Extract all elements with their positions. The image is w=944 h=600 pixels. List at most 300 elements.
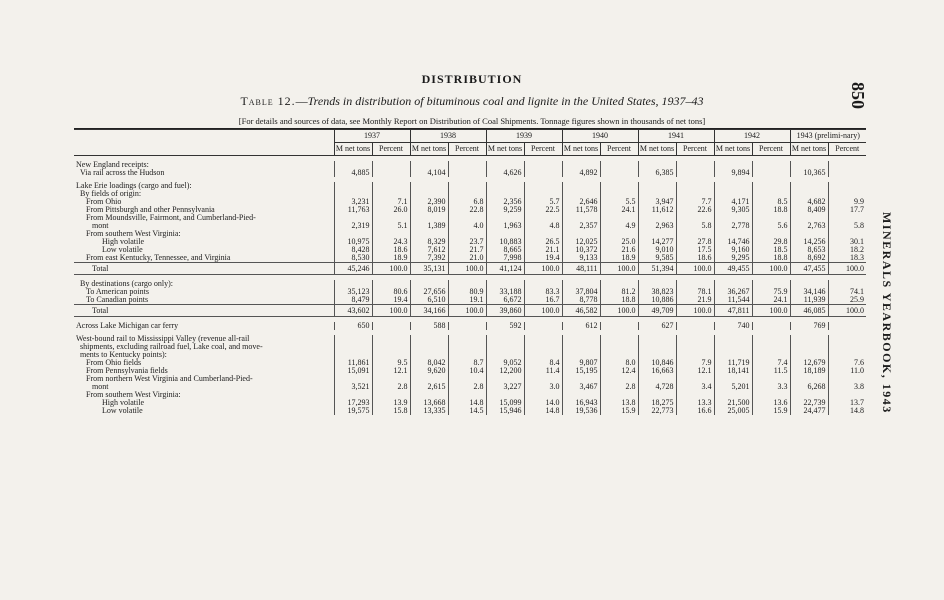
percent-cell <box>524 335 562 343</box>
tons-cell: 17,293 <box>334 399 372 407</box>
percent-cell <box>676 322 714 330</box>
percent-cell: 15.9 <box>752 407 790 415</box>
percent-cell <box>600 190 638 198</box>
percent-cell <box>600 343 638 351</box>
percent-cell <box>524 190 562 198</box>
tons-cell <box>334 335 372 343</box>
row-label: shipments, excluding railroad fuel, Lake coal, and move- <box>80 343 263 351</box>
percent-cell <box>372 214 410 222</box>
percent-cell: 19.1 <box>448 296 486 305</box>
percent-cell: 18.6 <box>676 254 714 263</box>
tons-cell: 2,319 <box>334 222 372 230</box>
row-label: To Canadian points <box>86 296 149 304</box>
tons-cell <box>486 351 524 359</box>
stub-header <box>74 130 334 156</box>
percent-cell: 15.9 <box>600 407 638 415</box>
table-row <box>74 359 866 367</box>
percent-cell <box>600 182 638 190</box>
table-row <box>74 238 866 246</box>
tons-cell <box>638 161 676 169</box>
percent-cell: 18.8 <box>752 206 790 214</box>
tons-cell <box>562 280 600 288</box>
tons-cell: 49,455 <box>714 263 752 275</box>
tons-cell <box>790 161 828 169</box>
tons-cell: 5,201 <box>714 383 752 391</box>
tons-cell <box>334 230 372 238</box>
tons-cell: 22,773 <box>638 407 676 415</box>
year-header: 1938 <box>410 130 486 143</box>
tons-cell: 15,946 <box>486 407 524 415</box>
unit-header: M net tons <box>562 143 600 156</box>
unit-header: Percent <box>600 143 638 156</box>
percent-cell <box>600 280 638 288</box>
percent-cell: 100.0 <box>524 305 562 317</box>
percent-cell: 2.8 <box>372 383 410 391</box>
tons-cell: 769 <box>790 322 828 330</box>
row-label: Low volatile <box>102 407 143 415</box>
tons-cell: 8,778 <box>562 296 600 305</box>
tons-cell <box>638 343 676 351</box>
tons-cell: 3,467 <box>562 383 600 391</box>
row-label: Across Lake Michigan car ferry <box>76 322 179 330</box>
tons-cell: 11,719 <box>714 359 752 367</box>
table-title-text: Trends in distribution of bituminous coal and lignite in the United States, 1937–43 <box>307 94 704 108</box>
percent-cell <box>600 230 638 238</box>
tons-cell: 49,709 <box>638 305 676 317</box>
tons-cell: 15,091 <box>334 367 372 375</box>
row-label: Total <box>74 305 334 317</box>
tons-cell <box>790 343 828 351</box>
percent-cell: 14.8 <box>828 407 866 415</box>
tons-cell: 9,305 <box>714 206 752 214</box>
tons-cell <box>334 190 372 198</box>
tons-cell: 4,885 <box>334 169 372 177</box>
percent-cell <box>372 375 410 383</box>
tons-cell: 9,133 <box>562 254 600 263</box>
table-header <box>74 130 866 156</box>
percent-cell: 7.1 <box>372 198 410 206</box>
percent-cell: 3.3 <box>752 383 790 391</box>
percent-cell <box>524 375 562 383</box>
tons-cell <box>410 375 448 383</box>
table-row <box>74 190 866 198</box>
percent-cell: 11.0 <box>828 367 866 375</box>
table-row <box>74 230 866 238</box>
tons-cell: 10,883 <box>486 238 524 246</box>
percent-cell <box>524 182 562 190</box>
percent-cell: 17.5 <box>676 246 714 254</box>
table-row <box>74 222 866 230</box>
tons-cell: 41,124 <box>486 263 524 275</box>
tons-cell: 3,231 <box>334 198 372 206</box>
percent-cell <box>828 335 866 343</box>
table-row <box>74 367 866 375</box>
percent-cell: 80.6 <box>372 288 410 296</box>
percent-cell: 16.7 <box>524 296 562 305</box>
percent-cell <box>448 335 486 343</box>
tons-cell <box>334 182 372 190</box>
percent-cell <box>600 214 638 222</box>
percent-cell <box>828 375 866 383</box>
table-row <box>74 214 866 222</box>
tons-cell <box>486 335 524 343</box>
tons-cell: 39,860 <box>486 305 524 317</box>
percent-cell: 100.0 <box>752 263 790 275</box>
percent-cell <box>828 182 866 190</box>
tons-cell: 2,390 <box>410 198 448 206</box>
percent-cell: 100.0 <box>372 263 410 275</box>
percent-cell <box>372 161 410 169</box>
tons-cell <box>714 375 752 383</box>
row-label: High volatile <box>102 399 144 407</box>
tons-cell: 35,131 <box>410 263 448 275</box>
table-row <box>74 296 866 305</box>
tons-cell: 11,861 <box>334 359 372 367</box>
tons-cell: 588 <box>410 322 448 330</box>
tons-cell <box>790 190 828 198</box>
percent-cell: 13.7 <box>828 399 866 407</box>
tons-cell: 16,663 <box>638 367 676 375</box>
percent-cell: 80.9 <box>448 288 486 296</box>
tons-cell: 22,739 <box>790 399 828 407</box>
percent-cell <box>752 214 790 222</box>
percent-cell: 8.4 <box>524 359 562 367</box>
tons-cell: 9,620 <box>410 367 448 375</box>
percent-cell: 19.4 <box>524 254 562 263</box>
percent-cell: 9.9 <box>828 198 866 206</box>
percent-cell <box>676 343 714 351</box>
percent-cell <box>524 280 562 288</box>
tons-cell: 11,612 <box>638 206 676 214</box>
percent-cell: 75.9 <box>752 288 790 296</box>
tons-cell <box>714 230 752 238</box>
tons-cell: 8,479 <box>334 296 372 305</box>
tons-cell <box>486 280 524 288</box>
percent-cell: 18.2 <box>828 246 866 254</box>
tons-cell: 3,521 <box>334 383 372 391</box>
tons-cell <box>714 391 752 399</box>
percent-cell <box>600 391 638 399</box>
percent-cell <box>600 375 638 383</box>
percent-cell <box>676 169 714 177</box>
tons-cell: 14,256 <box>790 238 828 246</box>
tons-cell: 4,728 <box>638 383 676 391</box>
percent-cell <box>752 322 790 330</box>
percent-cell: 100.0 <box>372 305 410 317</box>
unit-header: Percent <box>676 143 714 156</box>
tons-cell <box>562 351 600 359</box>
percent-cell: 19.4 <box>372 296 410 305</box>
tons-cell <box>334 280 372 288</box>
percent-cell <box>372 182 410 190</box>
percent-cell: 8.0 <box>600 359 638 367</box>
percent-cell: 11.4 <box>524 367 562 375</box>
tons-cell: 9,585 <box>638 254 676 263</box>
tons-cell: 9,052 <box>486 359 524 367</box>
tons-cell: 11,544 <box>714 296 752 305</box>
row-label: From northern West Virginia and Cumberland-Pied- <box>86 375 253 383</box>
tons-cell <box>410 230 448 238</box>
tons-cell <box>410 391 448 399</box>
tons-cell: 11,939 <box>790 296 828 305</box>
percent-cell: 100.0 <box>676 305 714 317</box>
percent-cell <box>676 375 714 383</box>
tons-cell: 7,392 <box>410 254 448 263</box>
tons-cell <box>790 351 828 359</box>
tons-cell: 592 <box>486 322 524 330</box>
table-row <box>74 161 866 169</box>
unit-header: M net tons <box>790 143 828 156</box>
tons-cell <box>562 182 600 190</box>
percent-cell <box>448 375 486 383</box>
year-header: 1942 <box>714 130 790 143</box>
row-label: ments to Kentucky points): <box>80 351 167 359</box>
percent-cell <box>752 335 790 343</box>
percent-cell <box>372 230 410 238</box>
tons-cell: 8,329 <box>410 238 448 246</box>
percent-cell: 23.7 <box>448 238 486 246</box>
page-number: 850 <box>848 82 868 109</box>
unit-header: Percent <box>448 143 486 156</box>
tons-cell: 2,356 <box>486 198 524 206</box>
tons-cell <box>562 161 600 169</box>
percent-cell: 14.8 <box>524 407 562 415</box>
tons-cell: 2,778 <box>714 222 752 230</box>
table-row <box>74 169 866 177</box>
table-row <box>74 198 866 206</box>
percent-cell: 5.8 <box>676 222 714 230</box>
unit-header: Percent <box>524 143 562 156</box>
table-row <box>74 206 866 214</box>
percent-cell <box>600 322 638 330</box>
tons-cell <box>410 161 448 169</box>
percent-cell: 21.7 <box>448 246 486 254</box>
percent-cell <box>828 351 866 359</box>
percent-cell <box>372 280 410 288</box>
percent-cell: 18.5 <box>752 246 790 254</box>
tons-cell <box>334 214 372 222</box>
year-header: 1943 (prelimi-nary) <box>790 130 866 143</box>
percent-cell: 4.9 <box>600 222 638 230</box>
tons-cell: 11,578 <box>562 206 600 214</box>
percent-cell: 13.6 <box>752 399 790 407</box>
percent-cell <box>448 190 486 198</box>
tons-cell: 10,886 <box>638 296 676 305</box>
percent-cell <box>448 280 486 288</box>
year-header: 1939 <box>486 130 562 143</box>
percent-cell: 24.1 <box>752 296 790 305</box>
percent-cell: 24.3 <box>372 238 410 246</box>
percent-cell: 17.7 <box>828 206 866 214</box>
tons-cell <box>486 161 524 169</box>
percent-cell <box>676 182 714 190</box>
tons-cell <box>714 280 752 288</box>
tons-cell <box>410 182 448 190</box>
tons-cell <box>562 335 600 343</box>
percent-cell: 5.8 <box>828 222 866 230</box>
tons-cell: 45,246 <box>334 263 372 275</box>
percent-cell <box>600 161 638 169</box>
unit-header: M net tons <box>638 143 676 156</box>
table-row <box>74 383 866 391</box>
tons-cell: 1,389 <box>410 222 448 230</box>
percent-cell <box>752 182 790 190</box>
tons-cell: 4,626 <box>486 169 524 177</box>
table-row <box>74 407 866 415</box>
percent-cell: 100.0 <box>600 305 638 317</box>
tons-cell <box>638 190 676 198</box>
row-label: To American points <box>86 288 149 296</box>
percent-cell: 5.6 <box>752 222 790 230</box>
percent-cell: 24.1 <box>600 206 638 214</box>
row-label: New England receipts: <box>76 161 149 169</box>
tons-cell <box>638 351 676 359</box>
percent-cell <box>524 343 562 351</box>
percent-cell: 18.3 <box>828 254 866 263</box>
percent-cell <box>372 391 410 399</box>
tons-cell: 650 <box>334 322 372 330</box>
tons-cell: 1,963 <box>486 222 524 230</box>
percent-cell: 21.9 <box>676 296 714 305</box>
percent-cell: 26.0 <box>372 206 410 214</box>
percent-cell <box>524 322 562 330</box>
tons-cell: 38,823 <box>638 288 676 296</box>
tons-cell <box>410 214 448 222</box>
tons-cell <box>410 280 448 288</box>
percent-cell <box>752 280 790 288</box>
percent-cell: 8.7 <box>448 359 486 367</box>
percent-cell: 10.4 <box>448 367 486 375</box>
tons-cell <box>486 182 524 190</box>
percent-cell <box>828 322 866 330</box>
table-row <box>74 322 866 330</box>
percent-cell <box>676 391 714 399</box>
percent-cell: 21.0 <box>448 254 486 263</box>
row-label: From Moundsville, Fairmont, and Cumberland-Pied- <box>86 214 256 222</box>
percent-cell <box>524 351 562 359</box>
unit-header: Percent <box>372 143 410 156</box>
percent-cell <box>448 343 486 351</box>
tons-cell: 10,975 <box>334 238 372 246</box>
percent-cell <box>828 343 866 351</box>
tons-cell <box>334 343 372 351</box>
row-label: By fields of origin: <box>80 190 142 198</box>
tons-cell: 6,385 <box>638 169 676 177</box>
tons-cell: 627 <box>638 322 676 330</box>
percent-cell: 30.1 <box>828 238 866 246</box>
row-label: From Pittsburgh and other Pennsylvania <box>86 206 215 214</box>
percent-cell <box>600 351 638 359</box>
tons-cell: 8,653 <box>790 246 828 254</box>
percent-cell <box>752 161 790 169</box>
row-label: Low volatile <box>102 246 143 254</box>
tons-cell: 9,894 <box>714 169 752 177</box>
percent-cell <box>448 182 486 190</box>
tons-cell: 4,171 <box>714 198 752 206</box>
percent-cell: 74.1 <box>828 288 866 296</box>
tons-cell: 19,575 <box>334 407 372 415</box>
tons-cell: 35,123 <box>334 288 372 296</box>
tons-cell <box>714 161 752 169</box>
row-label: West-bound rail to Mississippi Valley (revenue all-rail <box>76 335 250 343</box>
percent-cell <box>752 351 790 359</box>
tons-cell <box>638 391 676 399</box>
table-row <box>74 351 866 359</box>
tons-cell: 4,682 <box>790 198 828 206</box>
percent-cell: 5.5 <box>600 198 638 206</box>
percent-cell: 100.0 <box>752 305 790 317</box>
tons-cell: 8,530 <box>334 254 372 263</box>
tons-cell <box>410 335 448 343</box>
percent-cell: 6.8 <box>448 198 486 206</box>
tons-cell: 34,146 <box>790 288 828 296</box>
tons-cell: 21,500 <box>714 399 752 407</box>
percent-cell <box>448 214 486 222</box>
percent-cell <box>752 169 790 177</box>
unit-header: M net tons <box>486 143 524 156</box>
table-row <box>74 182 866 190</box>
tons-cell <box>790 335 828 343</box>
tons-cell: 8,019 <box>410 206 448 214</box>
percent-cell: 18.8 <box>752 254 790 263</box>
total-row <box>74 263 866 275</box>
tons-cell <box>562 391 600 399</box>
total-row <box>74 305 866 317</box>
percent-cell: 2.8 <box>600 383 638 391</box>
percent-cell <box>828 169 866 177</box>
table-label: Table 12. <box>240 94 296 108</box>
tons-cell: 2,763 <box>790 222 828 230</box>
row-label: Via rail across the Hudson <box>80 169 165 177</box>
tons-cell: 48,111 <box>562 263 600 275</box>
tons-cell: 24,477 <box>790 407 828 415</box>
section-heading: DISTRIBUTION <box>421 72 523 86</box>
percent-cell: 100.0 <box>828 305 866 317</box>
tons-cell <box>486 375 524 383</box>
tons-cell: 16,943 <box>562 399 600 407</box>
percent-cell: 7.6 <box>828 359 866 367</box>
percent-cell: 3.8 <box>828 383 866 391</box>
tons-cell <box>790 182 828 190</box>
tons-cell: 612 <box>562 322 600 330</box>
percent-cell: 83.3 <box>524 288 562 296</box>
percent-cell <box>828 391 866 399</box>
tons-cell: 47,455 <box>790 263 828 275</box>
percent-cell: 15.8 <box>372 407 410 415</box>
tons-cell: 12,200 <box>486 367 524 375</box>
distribution-table <box>74 129 866 415</box>
tons-cell <box>714 343 752 351</box>
row-label: Total <box>74 263 334 275</box>
percent-cell: 25.9 <box>828 296 866 305</box>
percent-cell <box>372 169 410 177</box>
unit-header: Percent <box>828 143 866 156</box>
percent-cell <box>676 230 714 238</box>
tons-cell <box>562 375 600 383</box>
percent-cell: 25.0 <box>600 238 638 246</box>
percent-cell <box>448 161 486 169</box>
tons-cell <box>638 230 676 238</box>
tons-cell <box>562 343 600 351</box>
percent-cell <box>676 280 714 288</box>
percent-cell: 4.0 <box>448 222 486 230</box>
tons-cell <box>790 230 828 238</box>
percent-cell <box>448 230 486 238</box>
tons-cell: 13,335 <box>410 407 448 415</box>
percent-cell: 22.5 <box>524 206 562 214</box>
percent-cell: 7.4 <box>752 359 790 367</box>
percent-cell <box>524 230 562 238</box>
